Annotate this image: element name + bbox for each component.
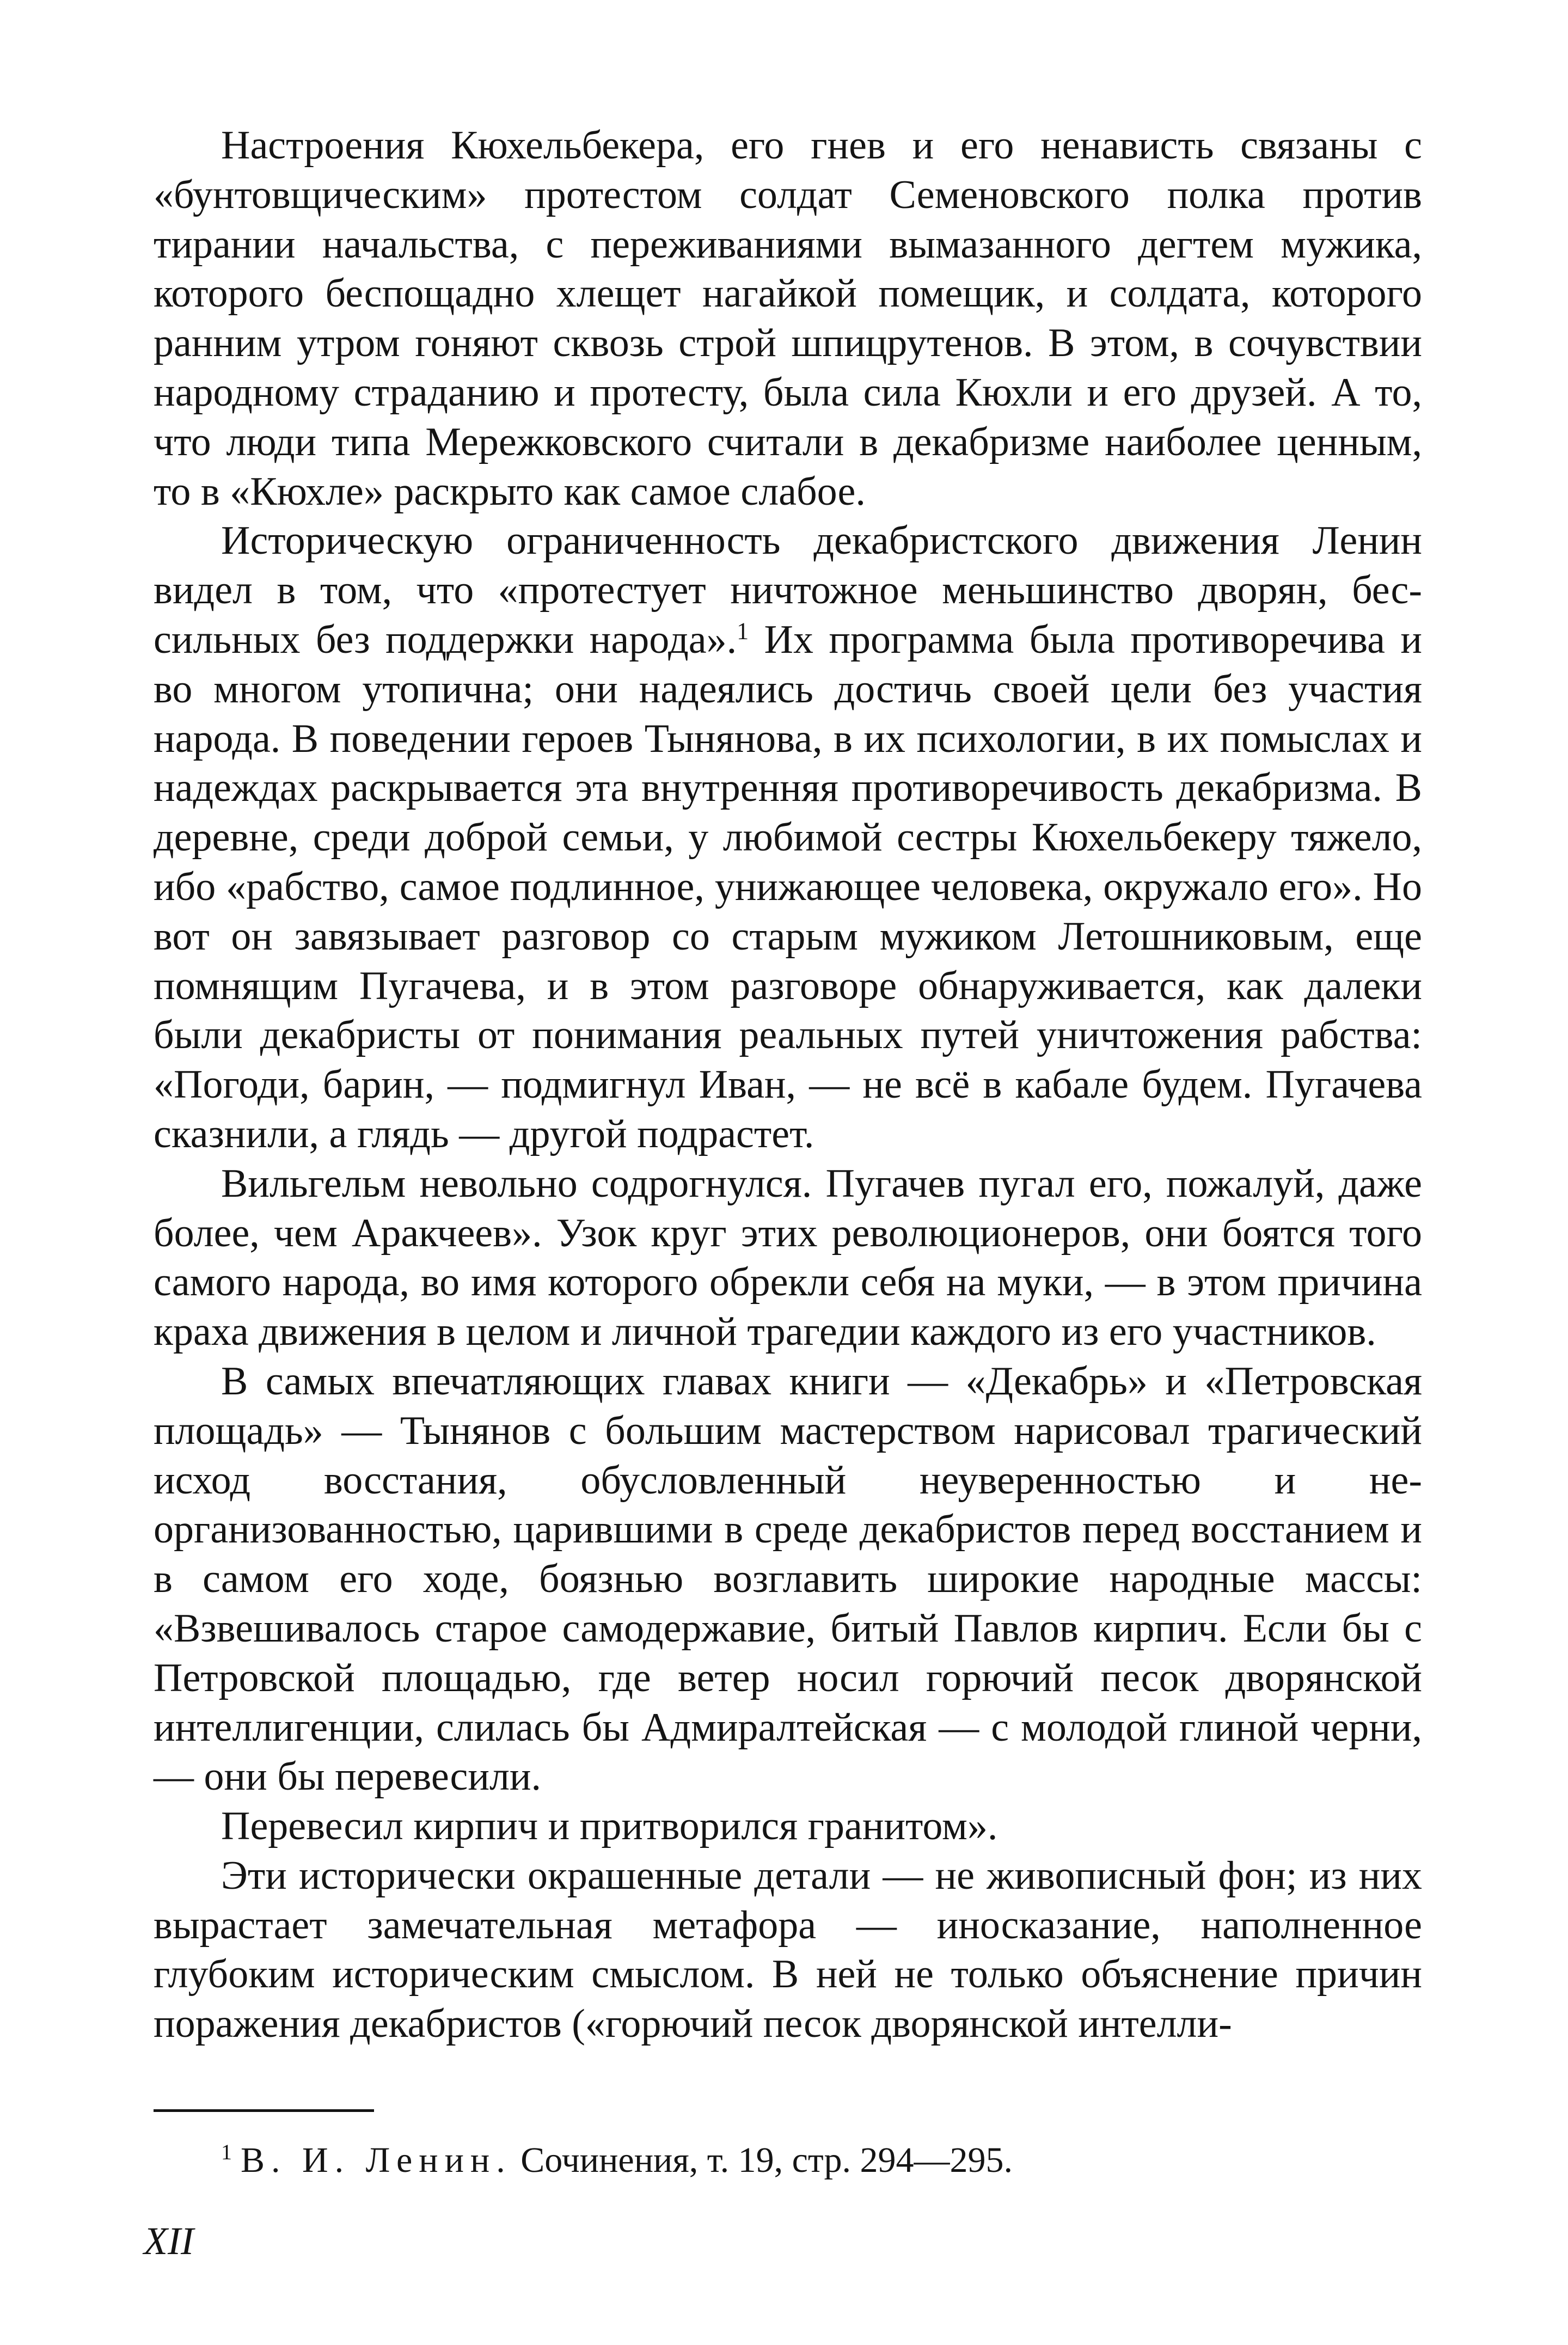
paragraph-3: Вильгельм невольно содрогнулся. Пугачев пугал его, пожалуй, даже более, чем Аракчеев». Узок круг этих революционеров, они боятся того самого народа, во имя которого обрекли себя на муки, — в этом причина краха движения в целом и личной трагедии каждого из его участников.: [154, 1161, 1422, 1355]
page-number: XII: [144, 2219, 194, 2263]
paragraph-2-part-2: Их программа была противоречива и во многом утопична; они надеялись достичь своей цели без участия народа. В поведении героев Тынянова, в их психологии, в их помыслах и надеждах раскрывается эта внутренняя противоречивость декабризма. В деревне, среди доброй семьи, у любимой сестры Кюхельбекеру тяжело, ибо «рабство, самое подлинное, унижающее человека, окружало его». Но вот он завязывает разговор со старым мужиком Летошниковым, еще помнящим Пугачева, и в этом разговоре обнаруживается, как далеки были декабристы от понимания реальных путей уничтожения рабства: «Погоди, барин, — подмигнул Иван, — не всё в кабале будем. Пугачева сказнили, а глядь — другой подрастет.: [154, 617, 1423, 1156]
footnote: [221, 2139, 1013, 2182]
body-text: [154, 121, 1422, 2049]
paragraph-6: Эти исторически окрашенные детали — не живописный фон; из них вырастает замечательная метафора — иносказание, наполненное глубоким историческим смыслом. В ней не только объяснение причин поражения декабристов («горючий песок дворянской интелли-: [154, 1853, 1422, 2047]
paragraph-4: В самых впечатляющих главах книги — «Декабрь» и «Петровская площадь» — Тынянов с большим мастерством нарисовал трагический исход восстания, обусловленный неуверенностью и неорганизованностью, царившими в среде декабристов перед восстанием и в самом его ходе, боязнью возглавить широкие народные массы: «Взвешивалось старое самодержавие, битый Павлов кирпич. Если бы с Петровской площадью, где ветер носил горючий песок дворянской интеллигенции, слилась бы Адмиралтейская — с молодой глиной черни, — они бы перевесили.: [154, 1358, 1422, 1799]
paragraph-2-part-1: Историческую ограниченность декабристского движения Ленин видел в том, что «протестует ничтожное меньшинство дворян, бессильных без поддержки народа».: [154, 518, 1422, 662]
footnote-divider: [154, 2109, 374, 2112]
paragraph-5: Перевесил кирпич и притворился гранитом».: [221, 1804, 998, 1849]
footnote-source: Сочинения, т. 19, стр. 294—295.: [520, 2140, 1013, 2180]
footnote-number: 1: [221, 2140, 232, 2164]
footnote-author: В. И. Ленин.: [241, 2140, 512, 2180]
footnote-reference[interactable]: 1: [737, 617, 749, 645]
paragraph-1: Настроения Кюхельбекера, его гнев и его ненависть связаны с «бунтовщическим» протестом солдат Семеновского полка против тирании начальства, с переживаниями вымазанного дегтем мужика, которого беспощадно хлещет нагайкой помещик, и солдата, которого ранним утром гоняют сквозь строй шпицрутенов. В этом, в сочувствии народному страданию и протесту, была сила Кюхли и его друзей. А то, что люди типа Мережковского считали в декабризме наиболее ценным, то в «Кюхле» раскрыто как самое слабое.: [154, 123, 1422, 514]
paragraph-2: [154, 516, 1422, 1159]
